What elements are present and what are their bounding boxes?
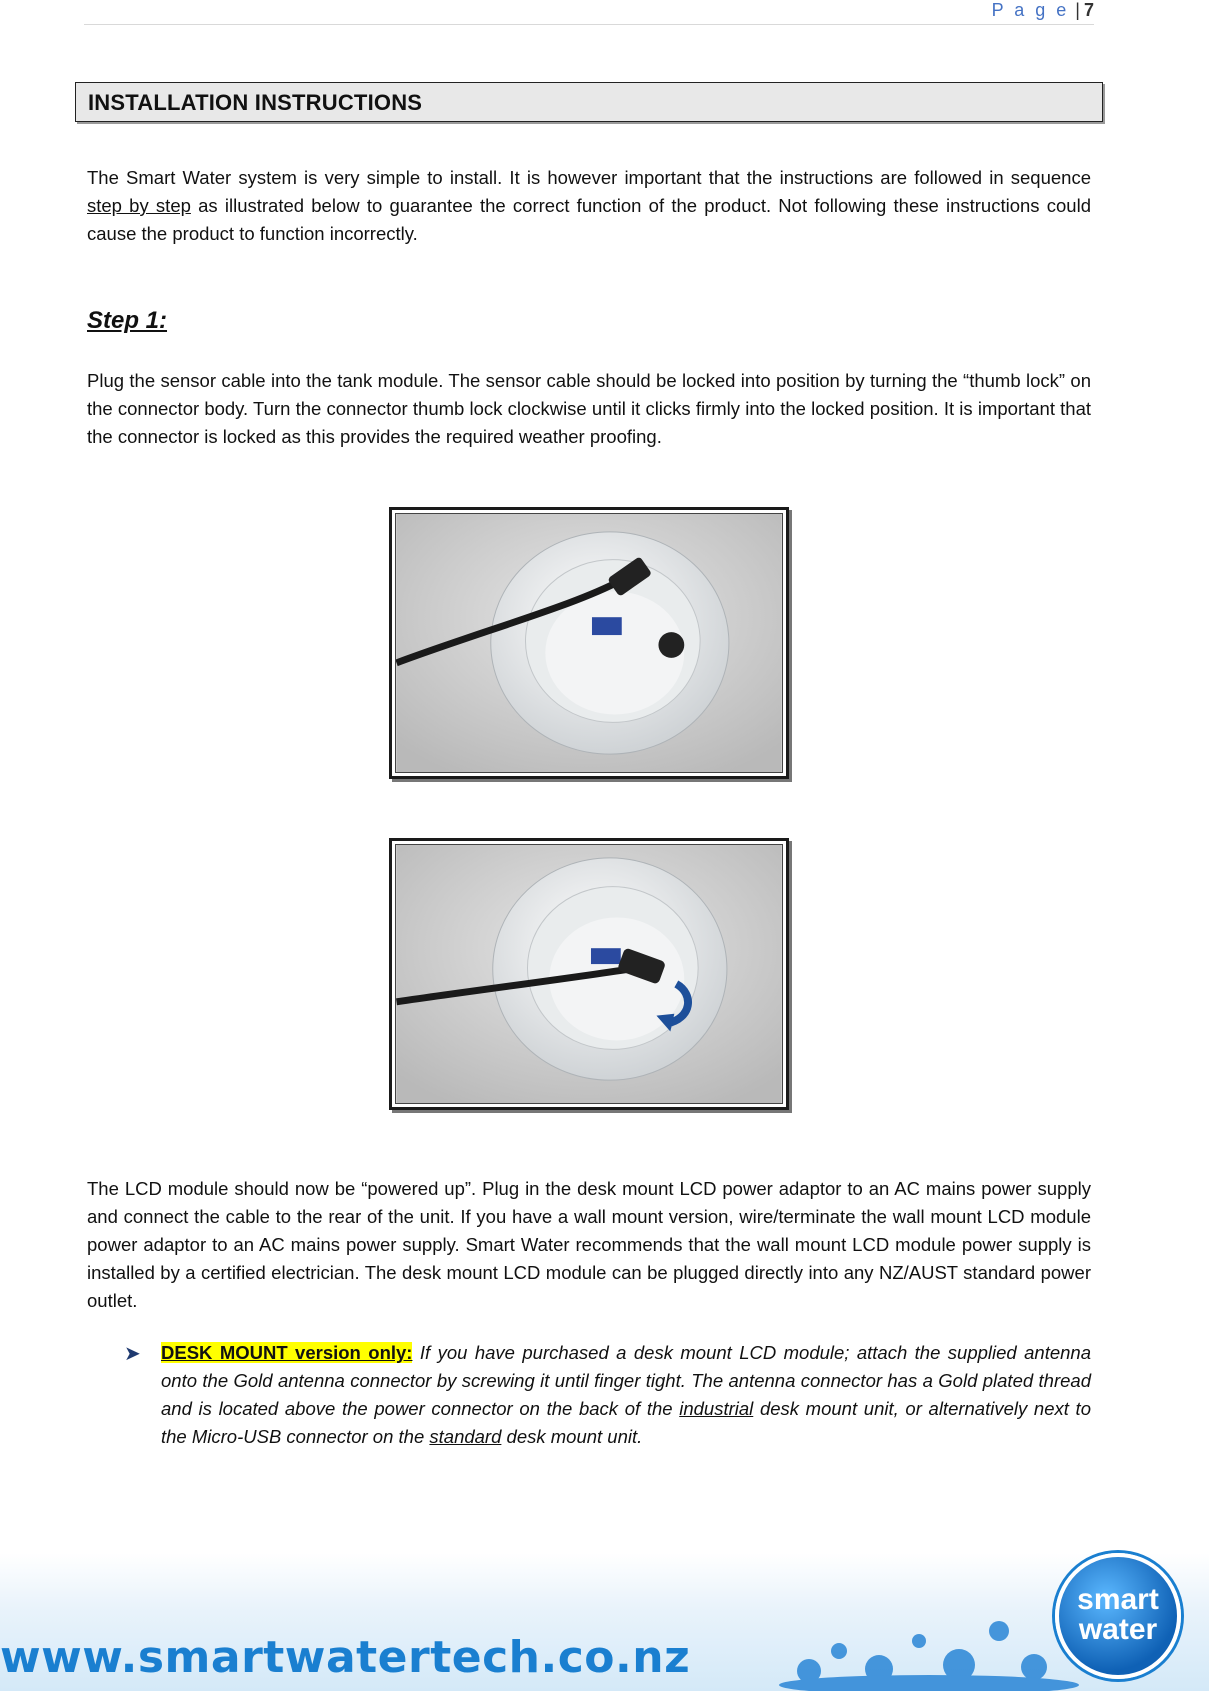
intro-text-2: as illustrated below to guarantee the correct function of the product. Not following these instructions could cause the product to function incorrectly. [87,195,1091,244]
desk-mount-label: DESK MOUNT version only: [161,1342,413,1363]
bullet-arrow-icon: ➤ [124,1343,141,1365]
page-number: 7 [1083,0,1094,20]
photo-thumb-lock [389,838,789,1110]
desk-mount-text [161,1339,1091,1451]
smart-water-logo [1055,1553,1181,1679]
footer-url: www.smartwatertech.co.nz [0,1632,691,1683]
logo-line-1: smart [1077,1583,1159,1616]
water-splash-icon [769,1581,1099,1691]
step-1-heading: Step 1: [87,307,168,334]
page-separator: | [1075,0,1080,20]
section-title-box [75,82,1103,122]
page-header [84,0,1094,25]
desk-mount-text-1: If you have purchased a desk mount LCD module; attach the supplied antenna onto the Gold antenna connector by screwing it until finger tight. The antenna connector has a Gold plated thread and is located above the power connector on the back of the [161,1342,1092,1419]
lcd-paragraph: The LCD module should now be “powered up”. Plug in the desk mount LCD power adaptor to an AC mains power supply and connect the cable to the rear of the unit. If you have a wall mount version, wire/terminate the wall mount LCD module power adaptor to an AC mains power supply. Smart Water recommends that the wall mount LCD module power supply is installed by a certified electrician. The desk mount LCD module can be plugged directly into any NZ/AUST standard power outlet. [87,1178,1091,1311]
desk-mount-text-2: desk mount unit, or alternatively next to the Micro-USB connector on the [161,1398,1091,1447]
standard-underlined: standard [429,1426,502,1447]
photo-sensor-plugged [389,507,789,779]
footer-banner [0,1553,1209,1691]
industrial-underlined: industrial [679,1398,754,1419]
logo-line-2: water [1078,1613,1158,1646]
step-1-paragraph: Plug the sensor cable into the tank module. The sensor cable should be locked into position by turning the “thumb lock” on the connector body. Turn the connector thumb lock clockwise until it clicks firmly into the locked position. It is important that the connector is locked as this provides the required weather proofing. [87,370,1091,447]
page-label: P a g e [991,0,1070,20]
intro-underlined: step by step [87,195,191,216]
tank-module-photo-2 [396,845,782,1103]
desk-mount-text-3: desk mount unit. [506,1426,643,1447]
intro-paragraph [87,164,1091,248]
tank-module-photo-1 [396,514,782,772]
intro-text-1: The Smart Water system is very simple to install. It is however important that the instructions are followed in sequence [87,167,1091,188]
section-title: INSTALLATION INSTRUCTIONS [88,90,423,115]
